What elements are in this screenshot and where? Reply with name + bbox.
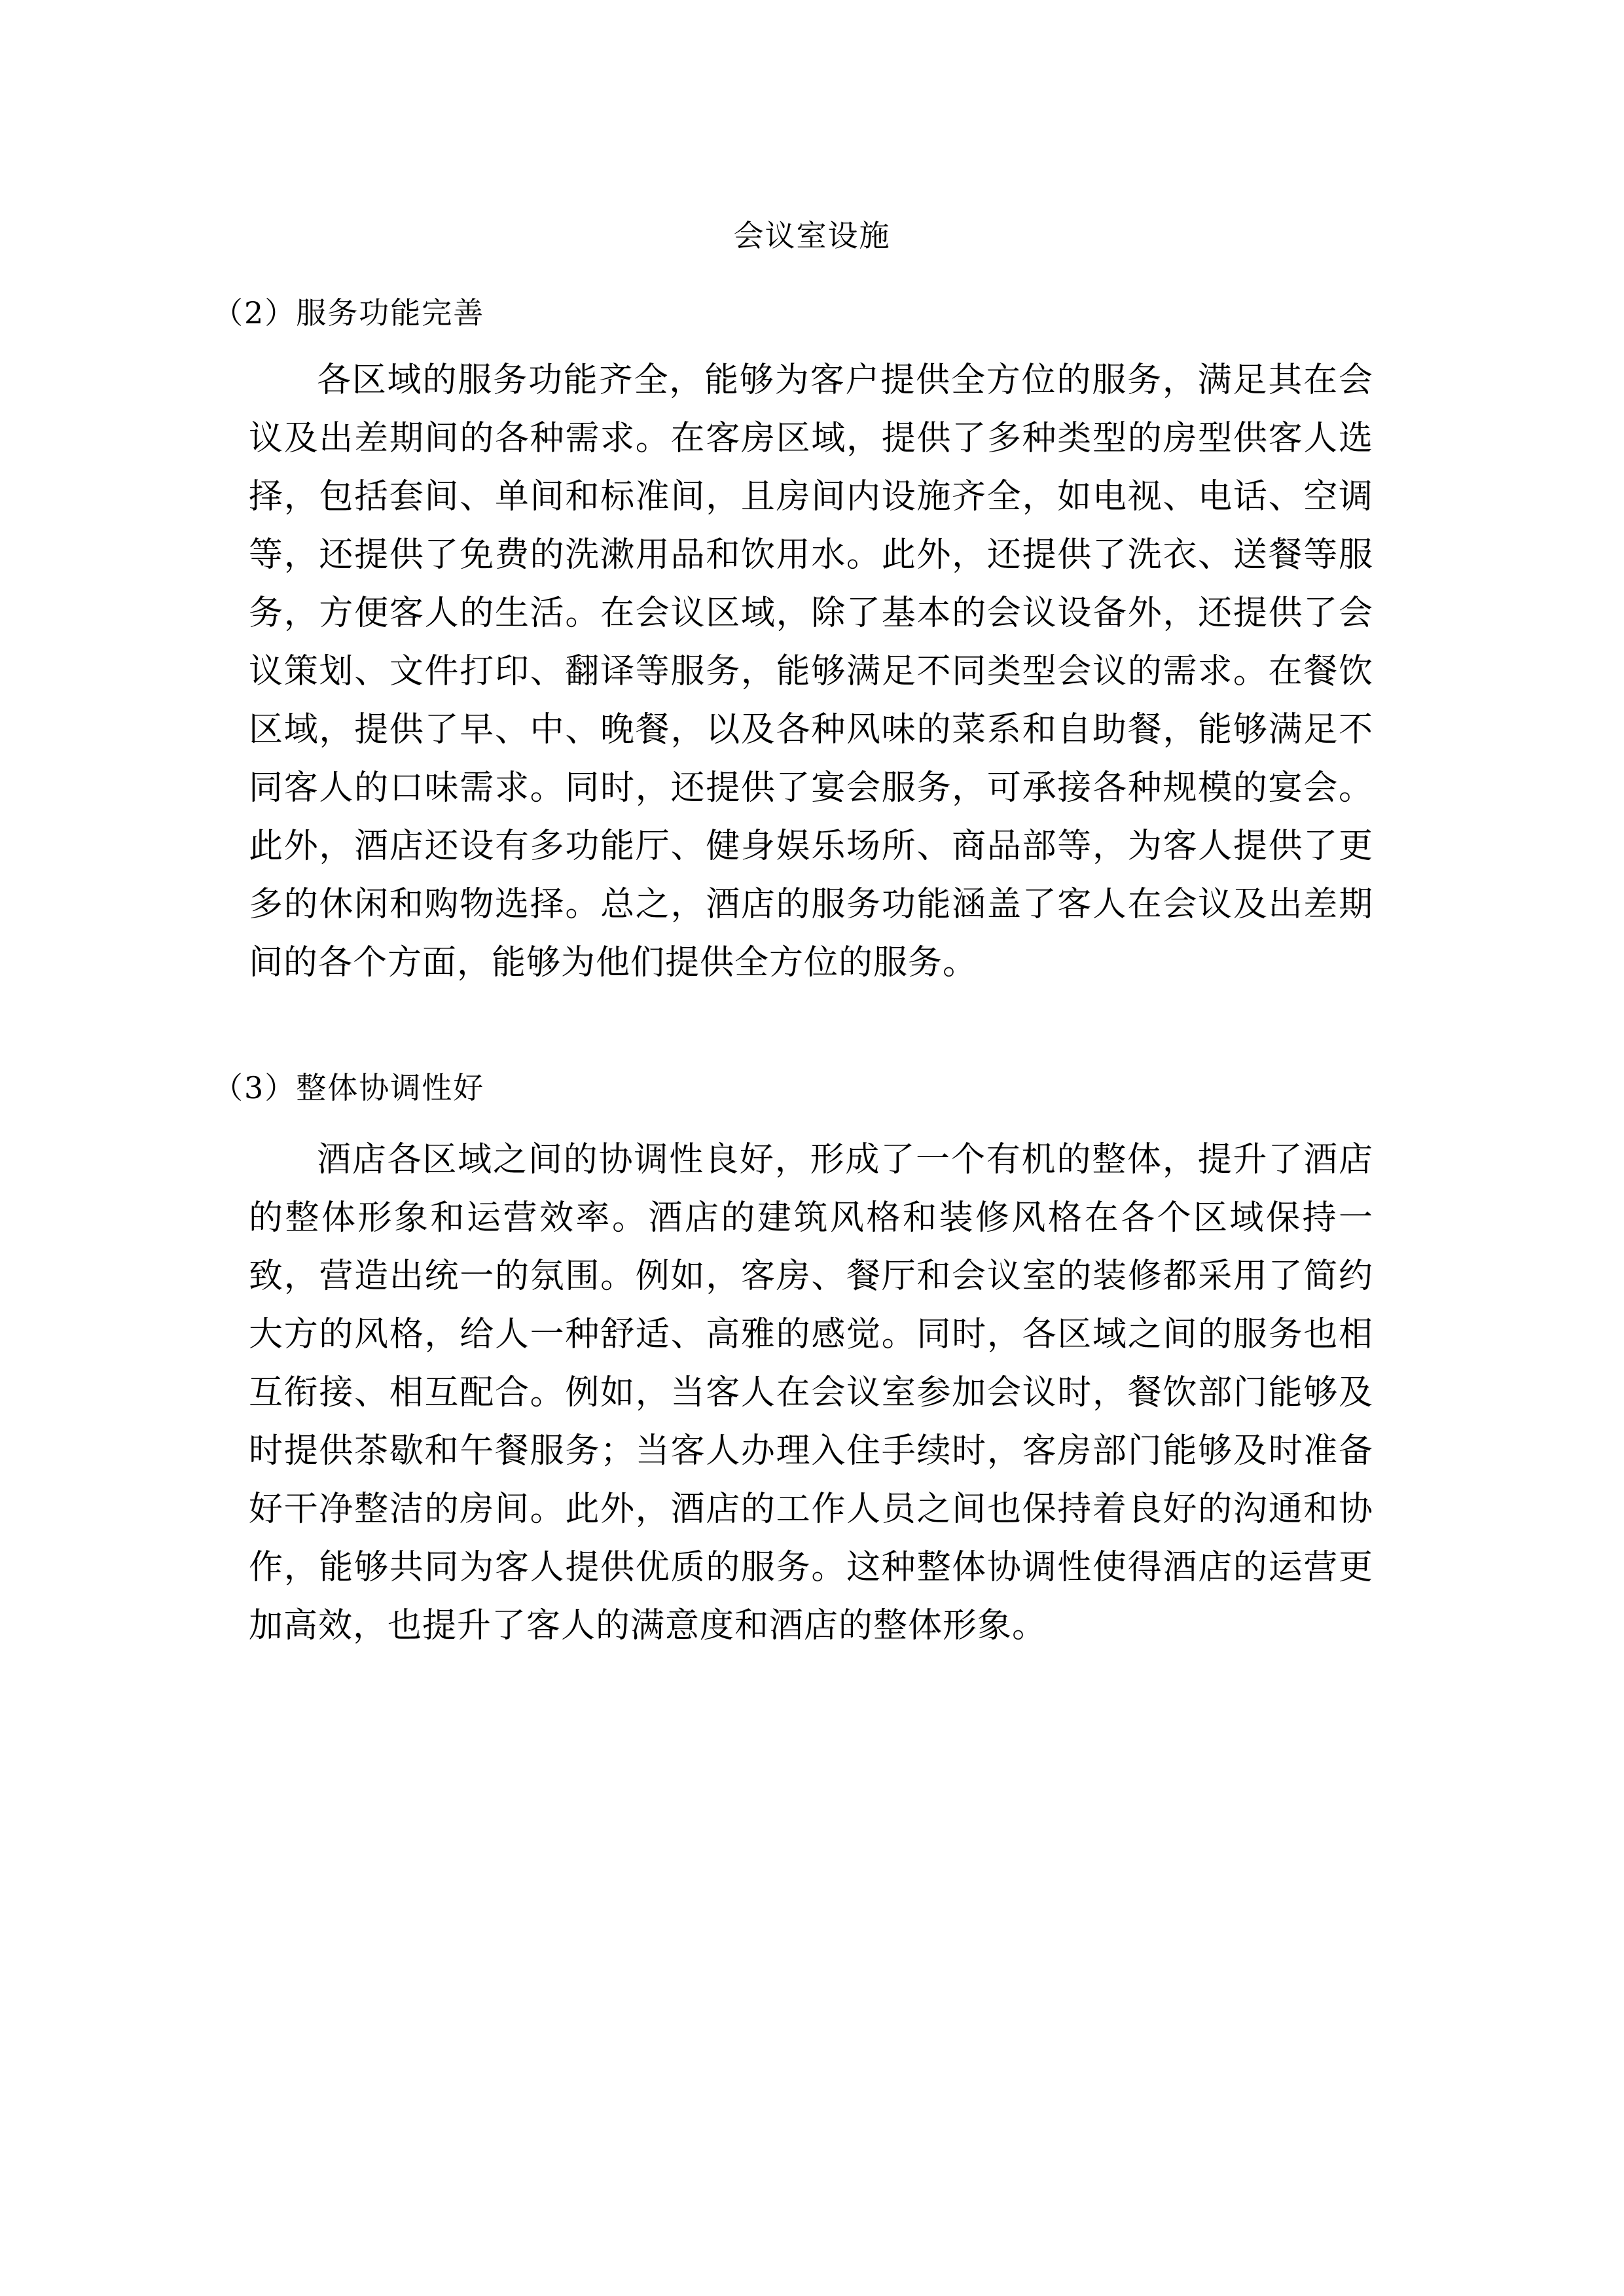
section-heading-service-functions: （2）服务功能完善: [213, 295, 485, 331]
section-paragraph-overall-coordination: 酒店各区域之间的协调性良好，形成了一个有机的整体，提升了酒店的整体形象和运营效率。酒店的建筑风格和装修风格在各个区域保持一致，营造出统一的氛围。例如，客房、餐厅和会议室的装修都采用了简约大方的风格，给人一种舒适、高雅的感觉。同时，各区域之间的服务也相互衔接、相互配合。例如，当客人在会议室参加会议时，餐饮部门能够及时提供茶歇和午餐服务；当客人办理入住手续时，客房部门能够及时准备好干净整洁的房间。此外，酒店的工作人员之间也保持着良好的沟通和协作，能够共同为客人提供优质的服务。这种整体协调性使得酒店的运营更加高效，也提升了客人的满意度和酒店的整体形象。: [249, 1140, 1373, 1645]
section-heading-overall-coordination: （3）整体协调性好: [213, 1070, 485, 1105]
section-paragraph-service-functions: 各区域的服务功能齐全，能够为客户提供全方位的服务，满足其在会议及出差期间的各种需求。在客房区域，提供了多种类型的房型供客人选择，包括套间、单间和标准间，且房间内设施齐全，如电视、电话、空调等，还提供了免费的洗漱用品和饮用水。此外，还提供了洗衣、送餐等服务，方便客人的生活。在会议区域，除了基本的会议设备外，还提供了会议策划、文件打印、翻译等服务，能够满足不同类型会议的需求。在餐饮区域，提供了早、中、晚餐，以及各种风味的菜系和自助餐，能够满足不同客人的口味需求。同时，还提供了宴会服务，可承接各种规模的宴会。此外，酒店还设有多功能厅、健身娱乐场所、商品部等，为客人提供了更多的休闲和购物选择。总之，酒店的服务功能涵盖了客人在会议及出差期间的各个方面，能够为他们提供全方位的服务。: [249, 361, 1373, 982]
figure-caption: 会议室设施: [733, 218, 891, 253]
